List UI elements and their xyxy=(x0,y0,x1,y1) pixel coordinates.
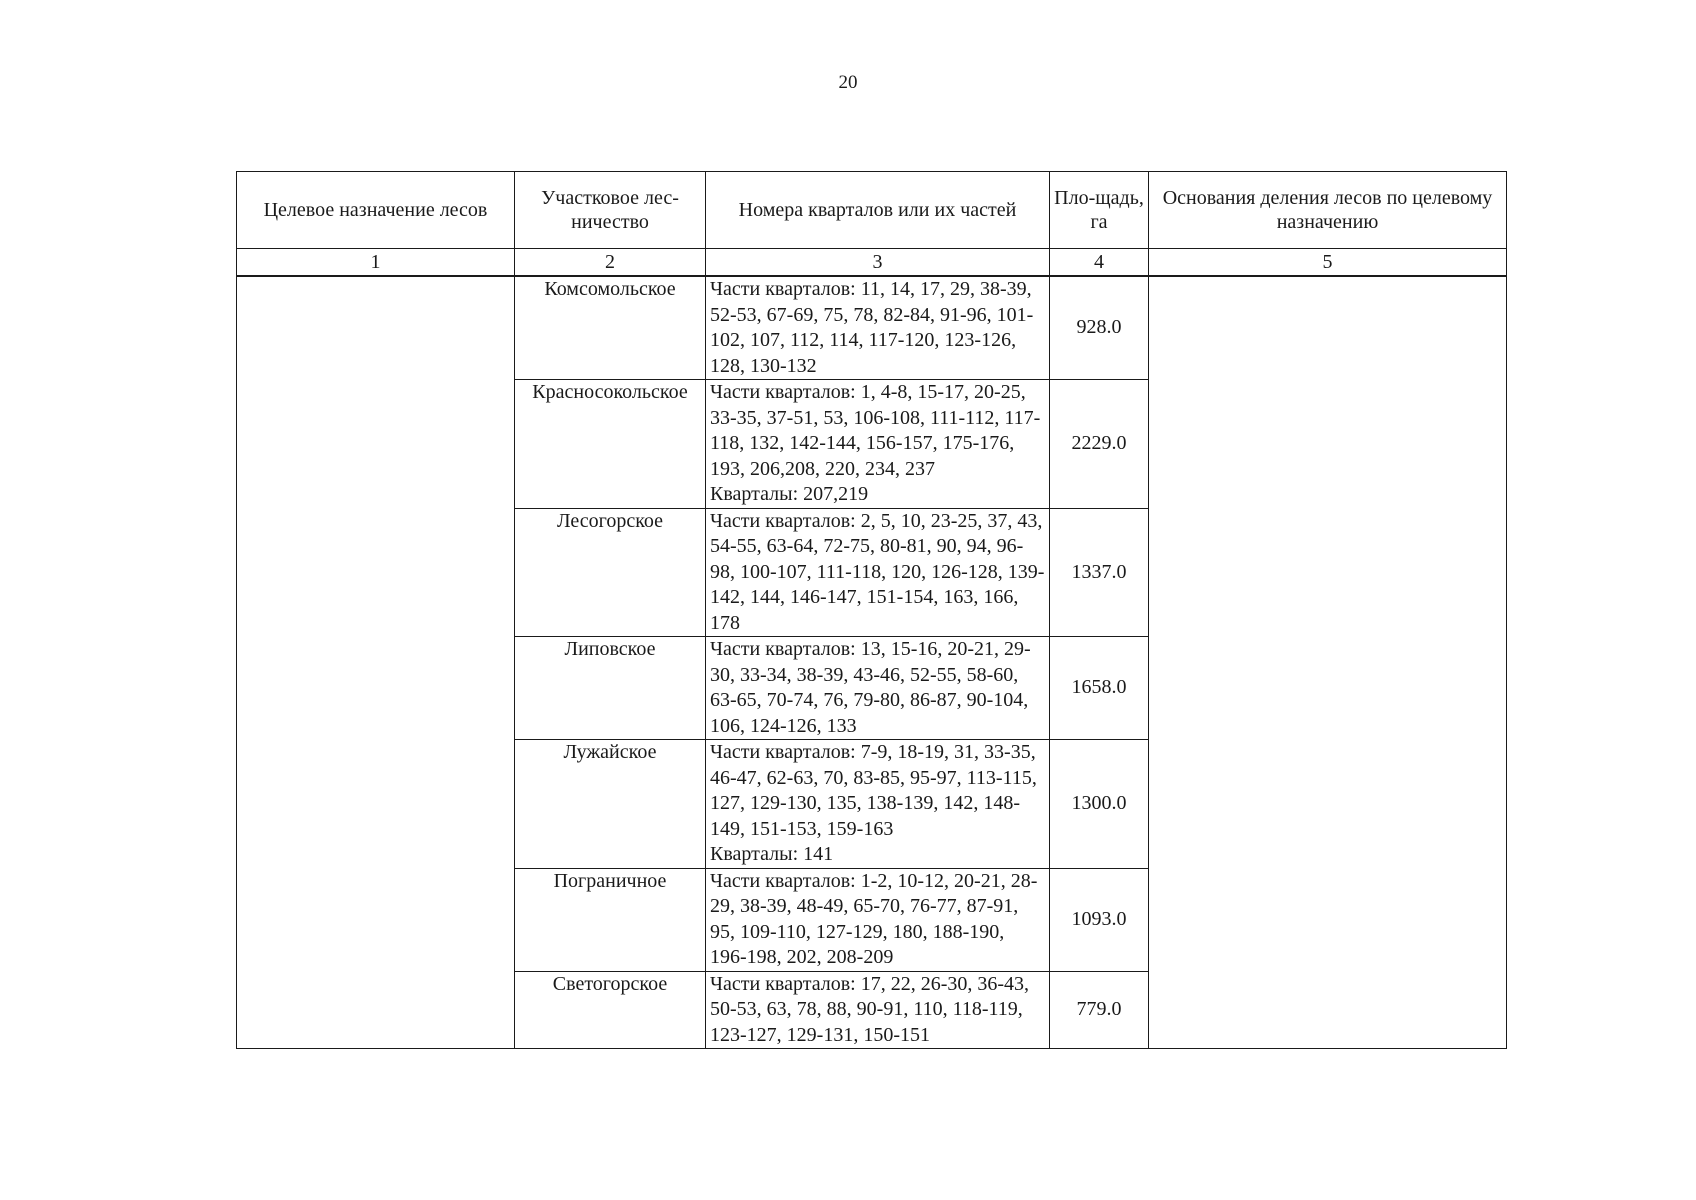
table-row xyxy=(237,276,1507,380)
district-cell: Светогорское xyxy=(515,971,706,1049)
district-cell: Комсомольское xyxy=(515,276,706,380)
forest-allocation-table xyxy=(236,171,1507,1049)
district-cell: Пограничное xyxy=(515,868,706,971)
table-header xyxy=(237,172,1507,277)
district-cell: Липовское xyxy=(515,637,706,740)
basis-cell xyxy=(1149,276,1507,1049)
district-cell: Красносокольское xyxy=(515,380,706,509)
quarters-cell xyxy=(706,637,1050,740)
area-cell: 1658.0 xyxy=(1050,637,1149,740)
quarters-cell xyxy=(706,868,1050,971)
quarters-full-text: Кварталы: 207,219 xyxy=(710,483,869,505)
area-cell: 928.0 xyxy=(1050,276,1149,380)
column-number-row xyxy=(237,249,1507,277)
header-cell: Основания деления лесов по целевому назначению xyxy=(1149,172,1507,249)
quarters-text: Части кварталов: 17, 22, 26-30, 36-43, 50-53, 63, 78, 88, 90-91, 110, 118-119, 123-127, 129-131, 150-151 xyxy=(710,972,1030,1046)
purpose-cell xyxy=(237,276,515,1049)
quarters-cell xyxy=(706,740,1050,869)
area-cell: 1300.0 xyxy=(1050,740,1149,869)
quarters-text: Части кварталов: 7-9, 18-19, 31, 33-35, 46-47, 62-63, 70, 83-85, 95-97, 113-115, 127, 129-130, 135, 138-139, 142, 148-149, 151-153, 159-163 xyxy=(710,741,1037,840)
quarters-full-text: Кварталы: 141 xyxy=(710,843,834,865)
quarters-text: Части кварталов: 13, 15-16, 20-21, 29-30, 33-34, 38-39, 43-46, 52-55, 58-60, 63-65, 70-74, 76, 79-80, 86-87, 90-104, 106, 124-126, 133 xyxy=(710,638,1031,737)
quarters-text: Части кварталов: 1-2, 10-12, 20-21, 28-29, 38-39, 48-49, 65-70, 76-77, 87-91, 95, 109-110, 127-129, 180, 188-190, 196-198, 202, 208-209 xyxy=(710,869,1038,968)
column-number: 3 xyxy=(706,249,1050,277)
table-body xyxy=(237,276,1507,1049)
area-cell: 779.0 xyxy=(1050,971,1149,1049)
column-number: 4 xyxy=(1050,249,1149,277)
district-cell: Лужайское xyxy=(515,740,706,869)
header-row xyxy=(237,172,1507,249)
area-cell: 1337.0 xyxy=(1050,508,1149,637)
quarters-text: Части кварталов: 1, 4-8, 15-17, 20-25, 33-35, 37-51, 53, 106-108, 111-112, 117-118, 132, 142-144, 156-157, 175-176, 193, 206,208, 220, 234, 237 xyxy=(710,381,1041,480)
header-cell: Целевое назначение лесов xyxy=(237,172,515,249)
header-cell: Пло-щадь, га xyxy=(1050,172,1149,249)
quarters-text: Части кварталов: 2, 5, 10, 23-25, 37, 43, 54-55, 63-64, 72-75, 80-81, 90, 94, 96-98, 100-107, 111-118, 120, 126-128, 139-142, 144, 146-147, 151-154, 163, 166, 178 xyxy=(710,509,1045,634)
header-cell: Участковое лес-ничество xyxy=(515,172,706,249)
area-cell: 1093.0 xyxy=(1050,868,1149,971)
quarters-text: Части кварталов: 11, 14, 17, 29, 38-39, 52-53, 67-69, 75, 78, 82-84, 91-96, 101-102, 107, 112, 114, 117-120, 123-126, 128, 130-132 xyxy=(710,278,1034,377)
area-cell: 2229.0 xyxy=(1050,380,1149,509)
column-number: 2 xyxy=(515,249,706,277)
quarters-cell xyxy=(706,380,1050,509)
quarters-cell xyxy=(706,276,1050,380)
quarters-cell xyxy=(706,508,1050,637)
header-cell: Номера кварталов или их частей xyxy=(706,172,1050,249)
column-number: 5 xyxy=(1149,249,1507,277)
page-number: 20 xyxy=(838,72,858,93)
district-cell: Лесогорское xyxy=(515,508,706,637)
column-number: 1 xyxy=(237,249,515,277)
quarters-cell xyxy=(706,971,1050,1049)
